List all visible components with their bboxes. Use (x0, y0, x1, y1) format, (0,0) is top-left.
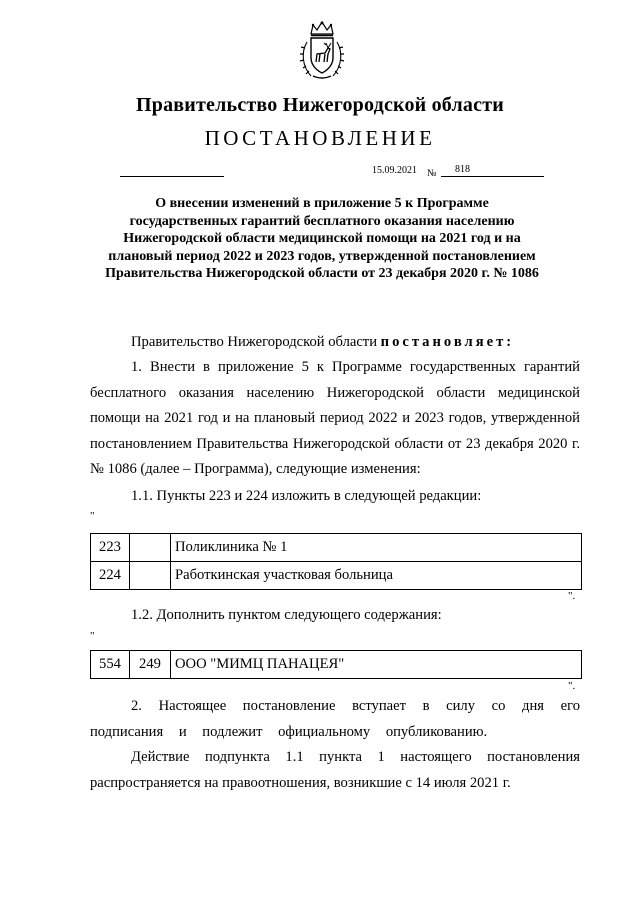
registration-blank-line (120, 176, 224, 177)
row-code (130, 534, 171, 562)
item-1: 1. Внести в приложение 5 к Программе государственных гарантий бесплатного оказания населению Нижегородской области медицинской помощи на 2021 год и на плановый период 2022 и 2023 годов, утвержденной постановлением Правительства Нижегородской области от 23 декабря 2020 г. № 1086 (далее – Программа), следующие изменения: (90, 359, 580, 477)
row-organization: ООО "МИМЦ ПАНАЦЕЯ" (171, 651, 582, 679)
preamble-text: Правительство Нижегородской области (131, 334, 381, 350)
document-number: 818 (455, 164, 470, 175)
coat-of-arms-icon (299, 20, 345, 82)
item-2: 2. Настоящее постановление вступает в силу со дня его подписания и подлежит официальному опубликованию. (90, 698, 580, 740)
item-1-2: 1.2. Дополнить пунктом следующего содержания: (131, 607, 442, 623)
table-row (91, 534, 582, 562)
document-type: ПОСТАНОВЛЕНИЕ (204, 126, 436, 150)
close-quote: ". (568, 680, 576, 692)
preamble (90, 330, 580, 356)
number-line (441, 176, 544, 177)
amendment-table-1 (90, 533, 582, 590)
document-date: 15.09.2021 (372, 165, 417, 176)
organization-name: Правительство Нижегородской области (136, 94, 504, 116)
number-sign: № (427, 168, 437, 179)
item-1-1: 1.1. Пункты 223 и 224 изложить в следующей редакции: (131, 488, 482, 504)
table-row (91, 562, 582, 590)
row-number: 554 (91, 651, 130, 679)
amendment-table-2 (90, 650, 582, 679)
open-quote: " (90, 630, 95, 642)
close-quote: ". (568, 590, 576, 602)
item-3: Действие подпункта 1.1 пункта 1 настоящего постановления распространяется на правоотношения, возникшие с 14 июля 2021 г. (90, 749, 580, 791)
decree-word: постановляет: (380, 334, 515, 350)
row-number: 223 (91, 534, 130, 562)
table-row (91, 651, 582, 679)
row-code: 249 (130, 651, 171, 679)
row-code (130, 562, 171, 590)
open-quote: " (90, 510, 95, 522)
row-organization: Работкинская участковая больница (171, 562, 582, 590)
row-number: 224 (91, 562, 130, 590)
row-organization: Поликлиника № 1 (171, 534, 582, 562)
document-title: О внесении изменений в приложение 5 к Программе государственных гарантий бесплатного оказания населению Нижегородской области медицинской помощи на 2021 год и на плановый период 2022 и 2023 годов, утвержденной постановлением Правительства Нижегородской области от 23 декабря 2020 г. № 1086 (105, 196, 539, 281)
